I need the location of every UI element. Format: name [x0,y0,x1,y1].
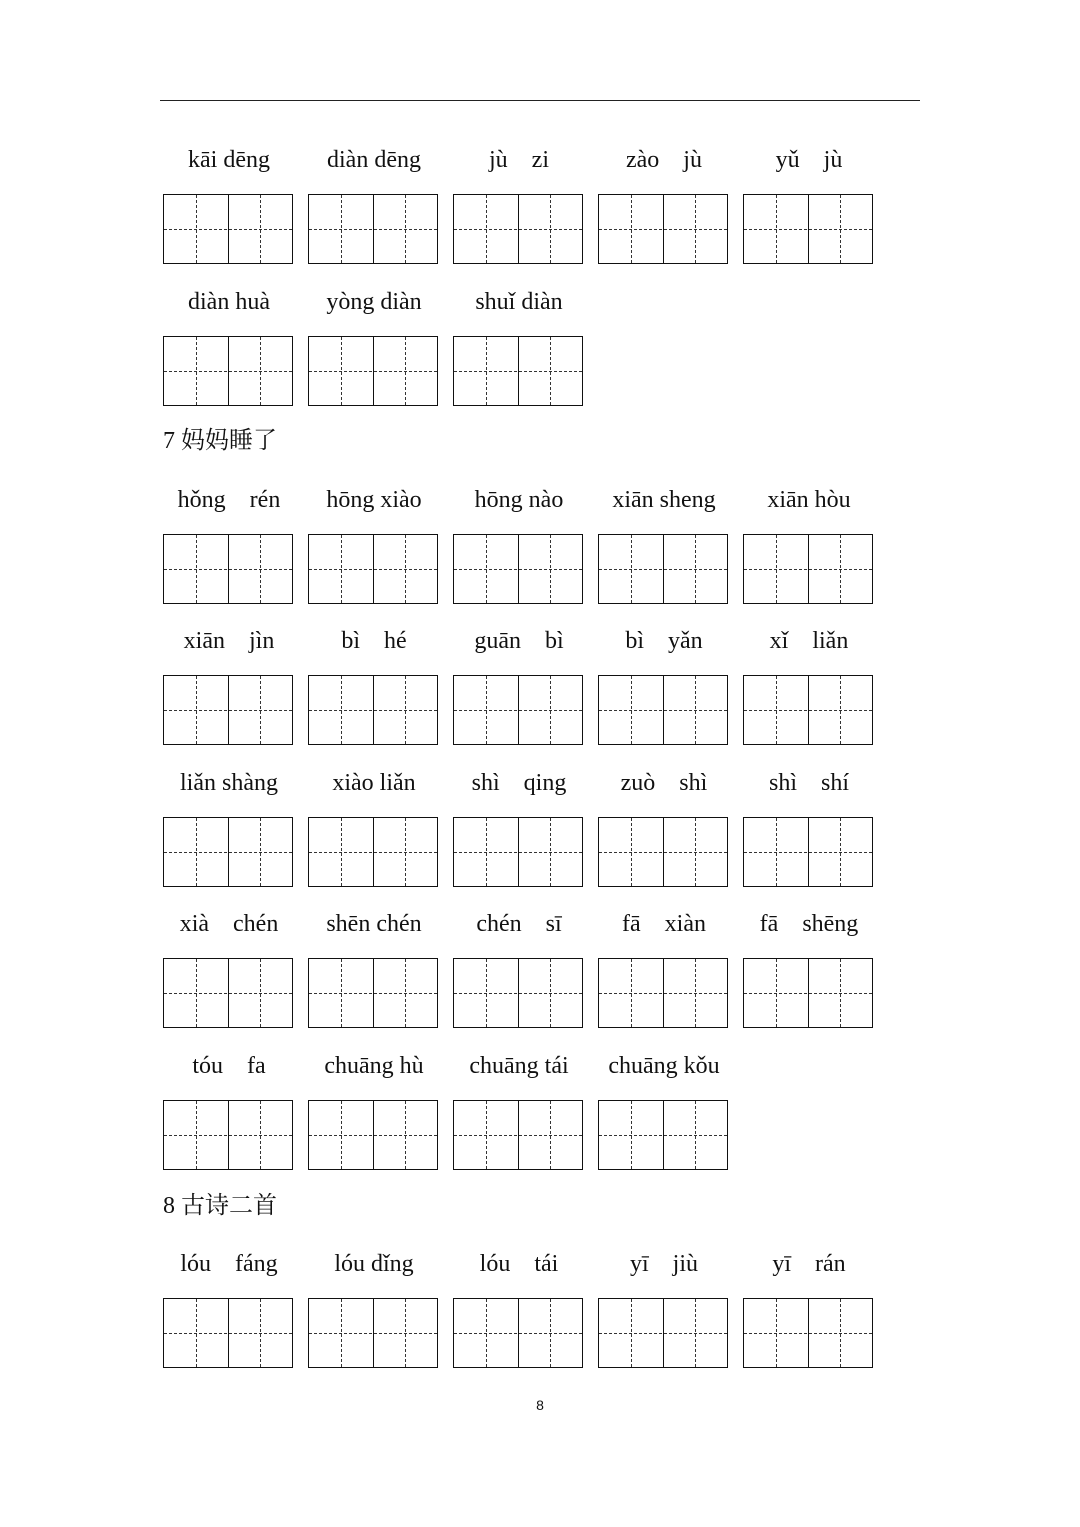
pinyin-label: chuāng kǒu [608,1053,720,1079]
writing-grid[interactable] [598,194,728,264]
writing-grid[interactable] [598,534,728,604]
guide-line-horizontal [744,229,872,230]
pinyin-label: zuò shì [620,770,708,796]
guide-line-horizontal [454,569,582,570]
pinyin-label: xiān jìn [183,628,275,654]
guide-line-horizontal [599,852,727,853]
guide-line-horizontal [164,993,292,994]
writing-grid[interactable] [743,675,873,745]
writing-grid[interactable] [308,336,438,406]
pinyin-label: hōng nào [474,487,564,513]
pinyin-label: chuāng tái [469,1053,569,1079]
writing-grid[interactable] [598,1100,728,1170]
writing-grid[interactable] [308,1298,438,1368]
writing-grid[interactable] [453,336,583,406]
guide-line-horizontal [309,569,437,570]
header-rule [160,100,920,101]
writing-grid[interactable] [163,958,293,1028]
guide-line-horizontal [454,1333,582,1334]
pinyin-label: zào jù [626,147,702,173]
pinyin-label: yī rán [772,1251,846,1277]
writing-grid[interactable] [163,534,293,604]
pinyin-label: hǒng rén [177,487,281,513]
writing-grid[interactable] [453,1298,583,1368]
writing-grid[interactable] [308,1100,438,1170]
guide-line-horizontal [309,1333,437,1334]
pinyin-label: lóu dǐng [334,1251,414,1277]
writing-grid[interactable] [598,817,728,887]
guide-line-horizontal [744,1333,872,1334]
pinyin-label: yī jiù [629,1251,698,1277]
guide-line-horizontal [309,1135,437,1136]
pinyin-label: xià chén [179,911,279,937]
pinyin-label: guān bì [474,628,564,654]
pinyin-label: fā shēng [759,911,859,937]
guide-line-horizontal [164,852,292,853]
page-number: 8 [536,1397,544,1413]
pinyin-label: tóu fa [192,1053,266,1079]
guide-line-horizontal [454,710,582,711]
writing-grid[interactable] [598,958,728,1028]
writing-grid[interactable] [308,534,438,604]
pinyin-label: kāi dēng [188,147,270,173]
guide-line-horizontal [309,852,437,853]
pinyin-label: chuāng hù [324,1053,424,1079]
writing-grid[interactable] [163,194,293,264]
writing-grid[interactable] [163,817,293,887]
pinyin-label: yǔ jù [775,147,843,173]
section-title-8: 8 古诗二首 [163,1193,277,1219]
pinyin-label: chén sī [476,911,562,937]
guide-line-horizontal [744,710,872,711]
pinyin-label: shì qing [471,770,567,796]
writing-grid[interactable] [453,194,583,264]
pinyin-label: yòng diàn [326,289,422,315]
writing-grid[interactable] [453,817,583,887]
writing-grid[interactable] [308,817,438,887]
pinyin-label: lóu tái [479,1251,559,1277]
guide-line-horizontal [309,993,437,994]
pinyin-label: xǐ liǎn [769,628,849,654]
writing-grid[interactable] [308,194,438,264]
guide-line-horizontal [309,710,437,711]
pinyin-label: xiān hòu [767,487,851,513]
writing-grid[interactable] [308,675,438,745]
guide-line-horizontal [599,993,727,994]
writing-grid[interactable] [453,958,583,1028]
pinyin-label: lóu fáng [180,1251,278,1277]
guide-line-horizontal [164,1333,292,1334]
writing-grid[interactable] [743,817,873,887]
guide-line-horizontal [309,229,437,230]
writing-grid[interactable] [163,336,293,406]
pinyin-label: jù zi [489,147,549,173]
writing-grid[interactable] [743,958,873,1028]
pinyin-label: bì yǎn [625,628,703,654]
pinyin-label: bì hé [341,628,407,654]
pinyin-label: liǎn shàng [180,770,278,796]
pinyin-label: diàn dēng [327,147,421,173]
guide-line-horizontal [599,569,727,570]
pinyin-label: diàn huà [188,289,270,315]
pinyin-label: hōng xiào [326,487,422,513]
writing-grid[interactable] [453,1100,583,1170]
guide-line-horizontal [309,371,437,372]
guide-line-horizontal [454,229,582,230]
guide-line-horizontal [454,993,582,994]
pinyin-label: shì shí [768,770,849,796]
writing-grid[interactable] [163,1298,293,1368]
guide-line-horizontal [599,229,727,230]
writing-grid[interactable] [453,534,583,604]
writing-grid[interactable] [163,1100,293,1170]
writing-grid[interactable] [743,534,873,604]
guide-line-horizontal [164,1135,292,1136]
section-title-7: 7 妈妈睡了 [163,428,277,454]
pinyin-label: xiān sheng [612,487,716,513]
guide-line-horizontal [744,993,872,994]
pinyin-label: fā xiàn [622,911,706,937]
guide-line-horizontal [164,371,292,372]
guide-line-horizontal [164,710,292,711]
guide-line-horizontal [744,569,872,570]
guide-line-horizontal [164,229,292,230]
guide-line-horizontal [454,371,582,372]
guide-line-horizontal [454,852,582,853]
writing-grid[interactable] [743,194,873,264]
writing-grid[interactable] [308,958,438,1028]
writing-grid[interactable] [598,675,728,745]
writing-grid[interactable] [743,1298,873,1368]
guide-line-horizontal [599,1333,727,1334]
writing-grid[interactable] [163,675,293,745]
guide-line-horizontal [164,569,292,570]
writing-grid[interactable] [453,675,583,745]
guide-line-horizontal [744,852,872,853]
pinyin-label: shēn chén [326,911,422,937]
writing-grid[interactable] [598,1298,728,1368]
guide-line-horizontal [599,1135,727,1136]
pinyin-label: shuǐ diàn [475,289,563,315]
pinyin-label: xiào liǎn [332,770,416,796]
guide-line-horizontal [599,710,727,711]
guide-line-horizontal [454,1135,582,1136]
